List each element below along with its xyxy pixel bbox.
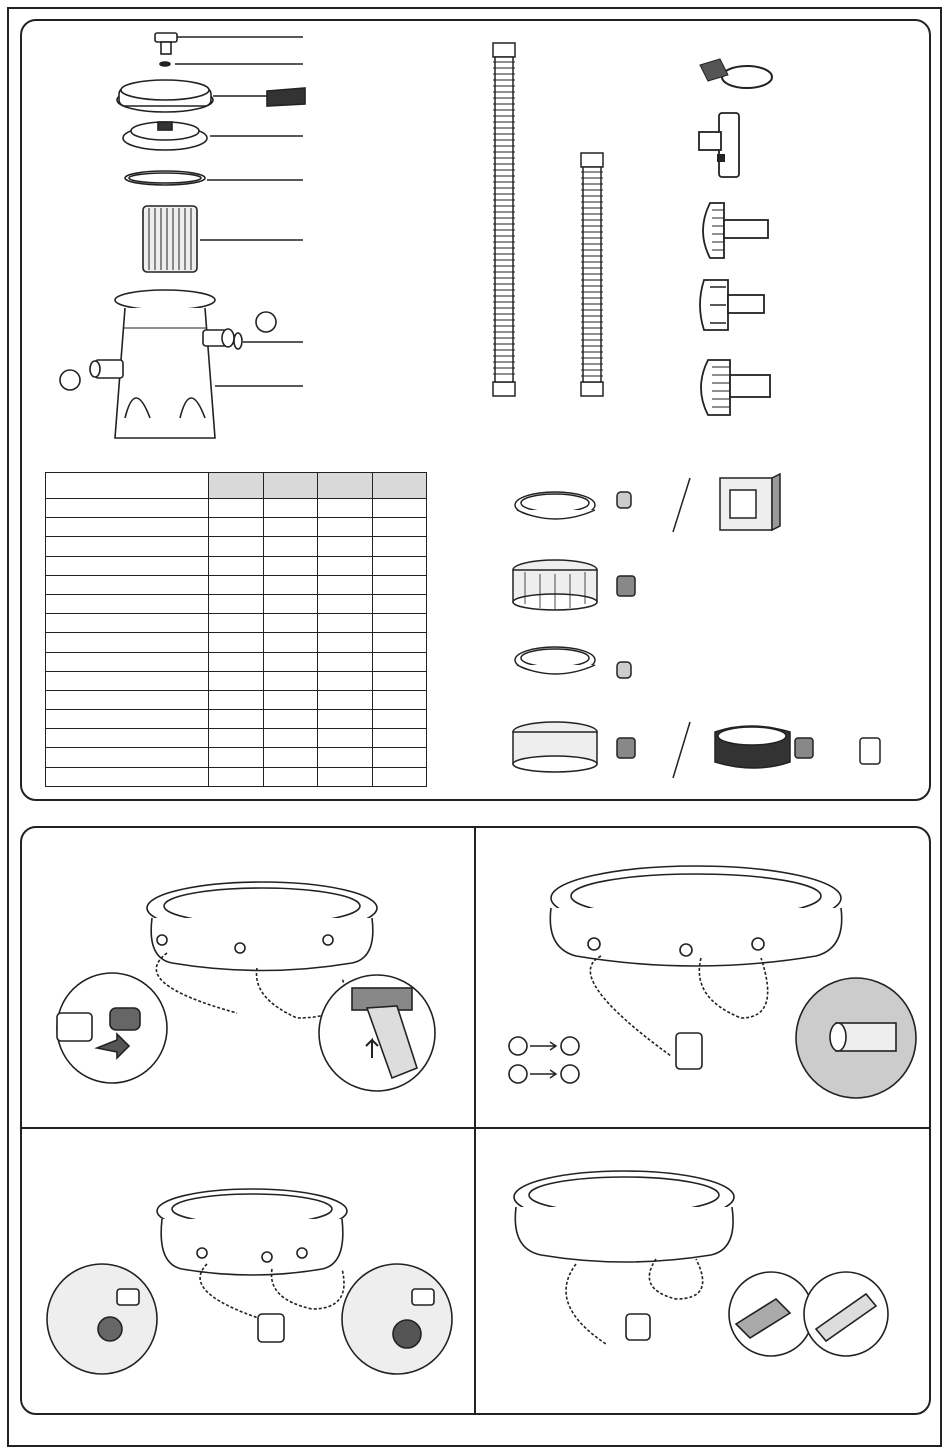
table-header-row (46, 473, 427, 499)
table-cell (263, 767, 318, 786)
table-cell (372, 614, 427, 633)
table-cell (209, 671, 264, 690)
step-4-illustration (476, 1129, 929, 1413)
table-cell (372, 556, 427, 575)
table-cell (372, 499, 427, 518)
table-cell (372, 767, 427, 786)
table-row (46, 633, 427, 652)
table-row (46, 710, 427, 729)
table-cell (209, 594, 264, 613)
hose-long-diagram (490, 40, 520, 400)
table-cell (318, 499, 373, 518)
table-row (46, 556, 427, 575)
table-row (46, 690, 427, 709)
table-cell (318, 710, 373, 729)
table-cell (263, 729, 318, 748)
table-cell (46, 575, 209, 594)
t-connector-icon (695, 110, 745, 182)
table-cell (318, 575, 373, 594)
table-cell (263, 594, 318, 613)
table-cell (46, 671, 209, 690)
table-row (46, 537, 427, 556)
table-cell (372, 652, 427, 671)
table-row (46, 499, 427, 518)
table-row (46, 518, 427, 537)
table-cell (263, 652, 318, 671)
table-cell (263, 614, 318, 633)
table-cell (318, 537, 373, 556)
table-header-cell (46, 473, 209, 499)
table-header-cell (318, 473, 373, 499)
table-row (46, 652, 427, 671)
hose-clamp-icon (692, 55, 782, 95)
step-1-illustration (22, 828, 474, 1127)
table-cell (372, 633, 427, 652)
table-cell (372, 594, 427, 613)
table-header-cell (372, 473, 427, 499)
table-cell (209, 499, 264, 518)
table-row (46, 594, 427, 613)
table-cell (46, 499, 209, 518)
table-row (46, 748, 427, 767)
table-cell (318, 556, 373, 575)
table-cell (263, 748, 318, 767)
table-cell (263, 710, 318, 729)
table-cell (318, 767, 373, 786)
table-cell (318, 594, 373, 613)
table-header-cell (263, 473, 318, 499)
table-cell (46, 690, 209, 709)
table-cell (209, 633, 264, 652)
table-cell (46, 729, 209, 748)
table-row (46, 767, 427, 786)
wall-connector-icon (692, 355, 782, 420)
table-cell (318, 518, 373, 537)
table-cell (46, 594, 209, 613)
pump-exploded-diagram (55, 28, 315, 448)
table-cell (372, 575, 427, 594)
table-cell (46, 537, 209, 556)
table-cell (318, 671, 373, 690)
step-2-illustration (476, 828, 929, 1127)
table-cell (263, 518, 318, 537)
table-cell (372, 729, 427, 748)
table-row (46, 575, 427, 594)
table-cell (209, 518, 264, 537)
table-cell (46, 710, 209, 729)
table-cell (318, 652, 373, 671)
strainer-grid-icon (692, 275, 782, 335)
table-cell (263, 537, 318, 556)
table-cell (263, 633, 318, 652)
table-header-cell (209, 473, 264, 499)
table-cell (318, 633, 373, 652)
table-cell (372, 748, 427, 767)
strainer-connector-icon (690, 198, 780, 263)
step-3-illustration (22, 1129, 474, 1413)
table-row (46, 671, 427, 690)
table-cell (372, 690, 427, 709)
table-cell (318, 690, 373, 709)
table-cell (209, 729, 264, 748)
table-cell (46, 767, 209, 786)
table-cell (209, 690, 264, 709)
table-cell (46, 652, 209, 671)
table-cell (46, 614, 209, 633)
table-cell (46, 633, 209, 652)
table-cell (263, 671, 318, 690)
table-cell (263, 556, 318, 575)
table-cell (209, 652, 264, 671)
table-cell (209, 748, 264, 767)
table-cell (263, 690, 318, 709)
table-cell (372, 537, 427, 556)
table-cell (318, 614, 373, 633)
table-cell (372, 710, 427, 729)
parts-spec-table (45, 472, 427, 787)
table-cell (372, 671, 427, 690)
pool-compatibility-diagram (505, 470, 905, 785)
hose-short-diagram (578, 150, 608, 400)
table-cell (209, 556, 264, 575)
table-cell (263, 575, 318, 594)
table-cell (372, 518, 427, 537)
table-cell (46, 556, 209, 575)
table-cell (46, 748, 209, 767)
table-row (46, 614, 427, 633)
table-cell (209, 575, 264, 594)
table-cell (209, 710, 264, 729)
table-cell (46, 518, 209, 537)
table-cell (209, 537, 264, 556)
table-row (46, 729, 427, 748)
table-cell (209, 767, 264, 786)
table-cell (318, 748, 373, 767)
table-cell (318, 729, 373, 748)
table-cell (209, 614, 264, 633)
table-cell (263, 499, 318, 518)
